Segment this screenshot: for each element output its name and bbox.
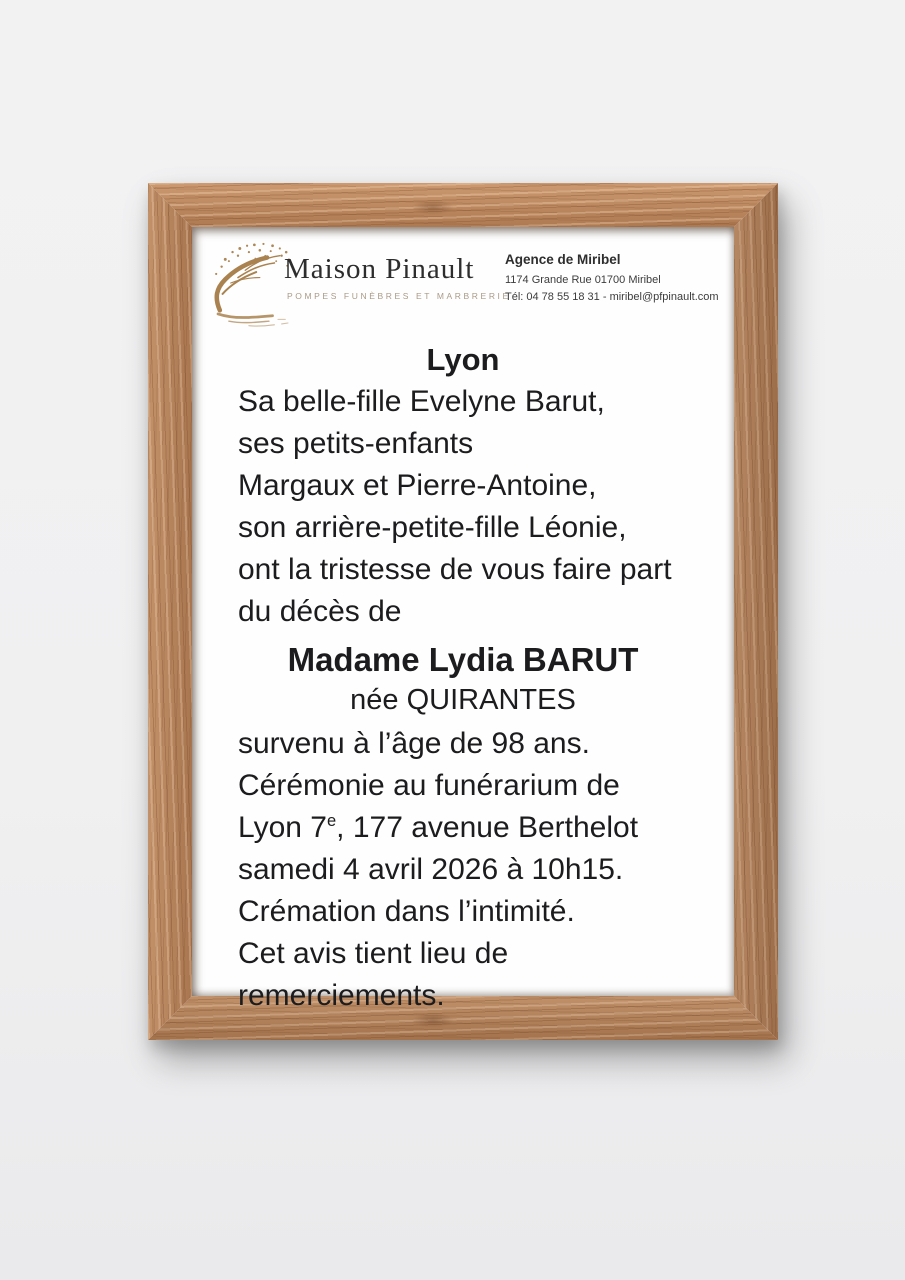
detail-line: remerciements. [238, 979, 445, 1012]
detail-line: Cérémonie au funérarium de [238, 769, 620, 802]
family-line: du décès de [238, 595, 402, 628]
windswept-tree-icon [198, 237, 298, 329]
family-line: Sa belle-fille Evelyne Barut, [238, 385, 605, 418]
detail-line: survenu à l’âge de 98 ans. [238, 727, 590, 760]
agency-address: 1174 Grande Rue 01700 Miribel [505, 274, 661, 286]
frame-bar-left [148, 183, 192, 1040]
family-line: ses petits-enfants [238, 427, 474, 460]
detail-line: samedi 4 avril 2026 à 10h15. [238, 853, 624, 886]
frame-bar-right [734, 183, 778, 1040]
detail-line-address [192, 807, 734, 849]
agency-name: Agence de Miribel [505, 252, 621, 267]
funeral-home-tagline: POMPES FUNÈBRES ET MARBRERIE [287, 291, 511, 301]
agency-info [505, 252, 719, 306]
ceremony-details [192, 723, 734, 1017]
letterhead [192, 227, 734, 337]
obituary-body [192, 339, 734, 1017]
city-heading: Lyon [426, 342, 500, 377]
family-line: Margaux et Pierre-Antoine, [238, 469, 597, 502]
family-line: ont la tristesse de vous faire part [238, 553, 672, 586]
deceased-name: Madame Lydia BARUT [287, 641, 639, 678]
detail-line: Cet avis tient lieu de [238, 937, 509, 970]
picture-frame [148, 183, 778, 1040]
agency-contact: Tél: 04 78 55 18 31 - miribel@pfpinault.com [505, 291, 719, 303]
address-post: , 177 avenue Berthelot [336, 811, 639, 844]
obituary-paper [192, 227, 734, 1012]
family-line: son arrière-petite-fille Léonie, [238, 511, 627, 544]
maiden-name: née QUIRANTES [350, 684, 576, 716]
address-ordinal: e [326, 812, 337, 830]
funeral-home-name: Maison Pinault [284, 253, 475, 285]
detail-line: Crémation dans l’intimité. [238, 895, 575, 928]
address-pre: Lyon 7 [238, 811, 327, 844]
frame-bar-top [148, 183, 778, 227]
